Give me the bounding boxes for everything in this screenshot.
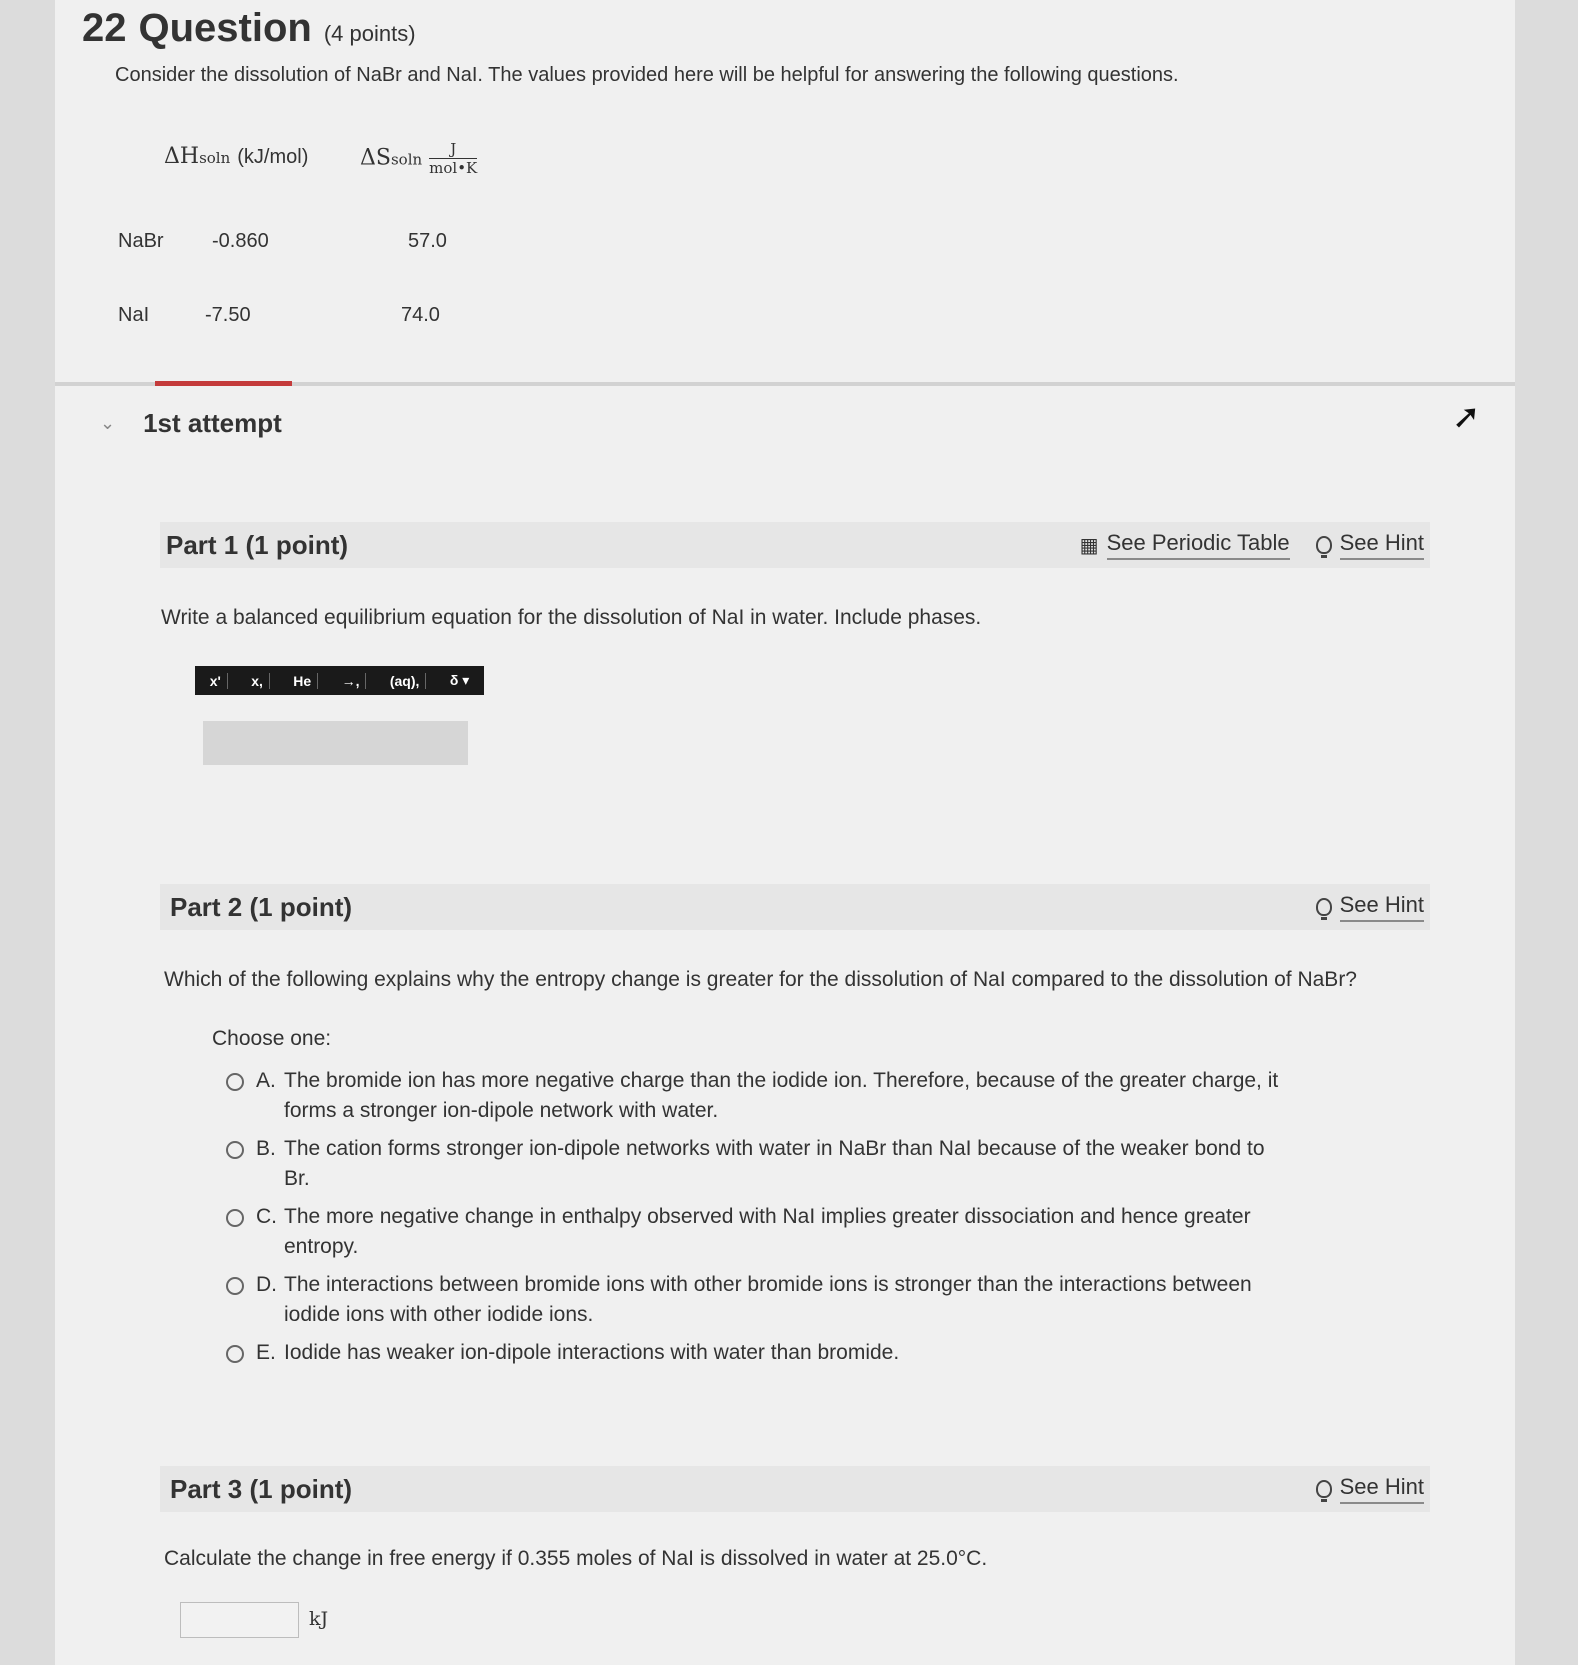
row-s-nai: 74.0 <box>401 304 440 326</box>
part1-prompt: Write a balanced equilibrium equation for the dissolution of NaI in water. Include phases. <box>161 606 982 629</box>
option-b[interactable]: B. The cation forms stronger ion-dipole networks with water in NaBr than NaI because of the weaker bond to Br. <box>226 1134 1286 1194</box>
attempt-header[interactable] <box>100 408 282 439</box>
part3-see-hint-link[interactable]: See Hint <box>1316 1474 1424 1504</box>
option-c[interactable]: C. The more negative change in enthalpy observed with NaI implies greater dissociation and hence greater entropy. <box>226 1202 1286 1262</box>
part2-title: Part 2 (1 point) <box>170 891 353 922</box>
entropy-header: ΔSsoln $\frac{J}{\text{mol•K}}$ <box>360 140 478 177</box>
radio-button[interactable] <box>226 1345 244 1363</box>
periodic-table-icon: ▦ <box>1079 534 1099 557</box>
part2-see-hint-link[interactable]: See Hint <box>1316 892 1424 922</box>
see-periodic-table-link[interactable]: ▦ See Periodic Table <box>1080 530 1290 560</box>
row-h-nai: -7.50 <box>205 304 251 326</box>
superscript-button[interactable]: x' <box>204 673 228 689</box>
arrow-button[interactable]: →, <box>336 673 367 689</box>
phase-button[interactable]: (aq), <box>384 673 427 689</box>
part1-header <box>160 522 1430 568</box>
symbol-button[interactable]: δ ▾ <box>449 672 470 688</box>
part3-title: Part 3 (1 point) <box>170 1473 353 1504</box>
enthalpy-header: ΔHsoln (kJ/mol) <box>164 144 309 169</box>
radio-button[interactable] <box>226 1209 244 1227</box>
part2-header <box>160 884 1430 930</box>
radio-button[interactable] <box>226 1073 244 1091</box>
equation-answer-input[interactable] <box>203 721 468 765</box>
thermo-data-table <box>110 130 530 370</box>
mouse-pointer-icon: ➚ <box>1452 398 1481 436</box>
lightbulb-icon <box>1316 536 1332 554</box>
subscript-button[interactable]: x, <box>245 673 270 689</box>
part2-prompt: Which of the following explains why the entropy change is greater for the dissolution of NaI compared to the dissolution of NaBr? <box>164 968 1357 991</box>
lightbulb-icon <box>1316 1480 1332 1498</box>
part1-title: Part 1 (1 point) <box>166 529 349 560</box>
option-e[interactable]: E. Iodide has weaker ion-dipole interactions with water than bromide. <box>226 1338 1286 1368</box>
option-d[interactable]: D. The interactions between bromide ions with other bromide ions is stronger than the interactions between iodide ions with other iodide ions. <box>226 1270 1286 1330</box>
attempt-progress-indicator <box>155 381 292 386</box>
question-number: 22 <box>82 6 127 50</box>
question-points: (4 points) <box>323 21 416 46</box>
option-a[interactable]: A. The bromide ion has more negative charge than the iodide ion. Therefore, because of the greater charge, it forms a stronger ion-dipole network with water. <box>226 1066 1286 1126</box>
row-s-nabr: 57.0 <box>408 230 447 252</box>
radio-button[interactable] <box>226 1141 244 1159</box>
part1-see-hint-link[interactable]: See Hint <box>1316 530 1424 560</box>
question-intro: Consider the dissolution of NaBr and NaI. The values provided here will be helpful for answering the following questions. <box>115 64 1179 86</box>
radio-button[interactable] <box>226 1277 244 1295</box>
free-energy-unit: kJ <box>309 1608 329 1630</box>
row-h-nabr: -0.860 <box>212 230 269 252</box>
question-title: Question <box>138 6 312 50</box>
question-header <box>82 6 416 51</box>
chevron-down-icon[interactable]: ⌄ <box>100 413 116 433</box>
free-energy-input[interactable] <box>180 1602 299 1638</box>
row-name-nabr: NaBr <box>118 230 164 252</box>
row-name-nai: NaI <box>118 304 150 326</box>
attempt-label: 1st attempt <box>143 408 282 438</box>
part3-prompt: Calculate the change in free energy if 0.355 moles of NaI is dissolved in water at 25.0°C. <box>164 1547 988 1570</box>
equation-editor-toolbar <box>195 666 484 695</box>
element-button[interactable]: He <box>287 673 318 689</box>
choose-one-label: Choose one: <box>212 1027 332 1050</box>
lightbulb-icon <box>1316 898 1332 916</box>
part3-header <box>160 1466 1430 1512</box>
